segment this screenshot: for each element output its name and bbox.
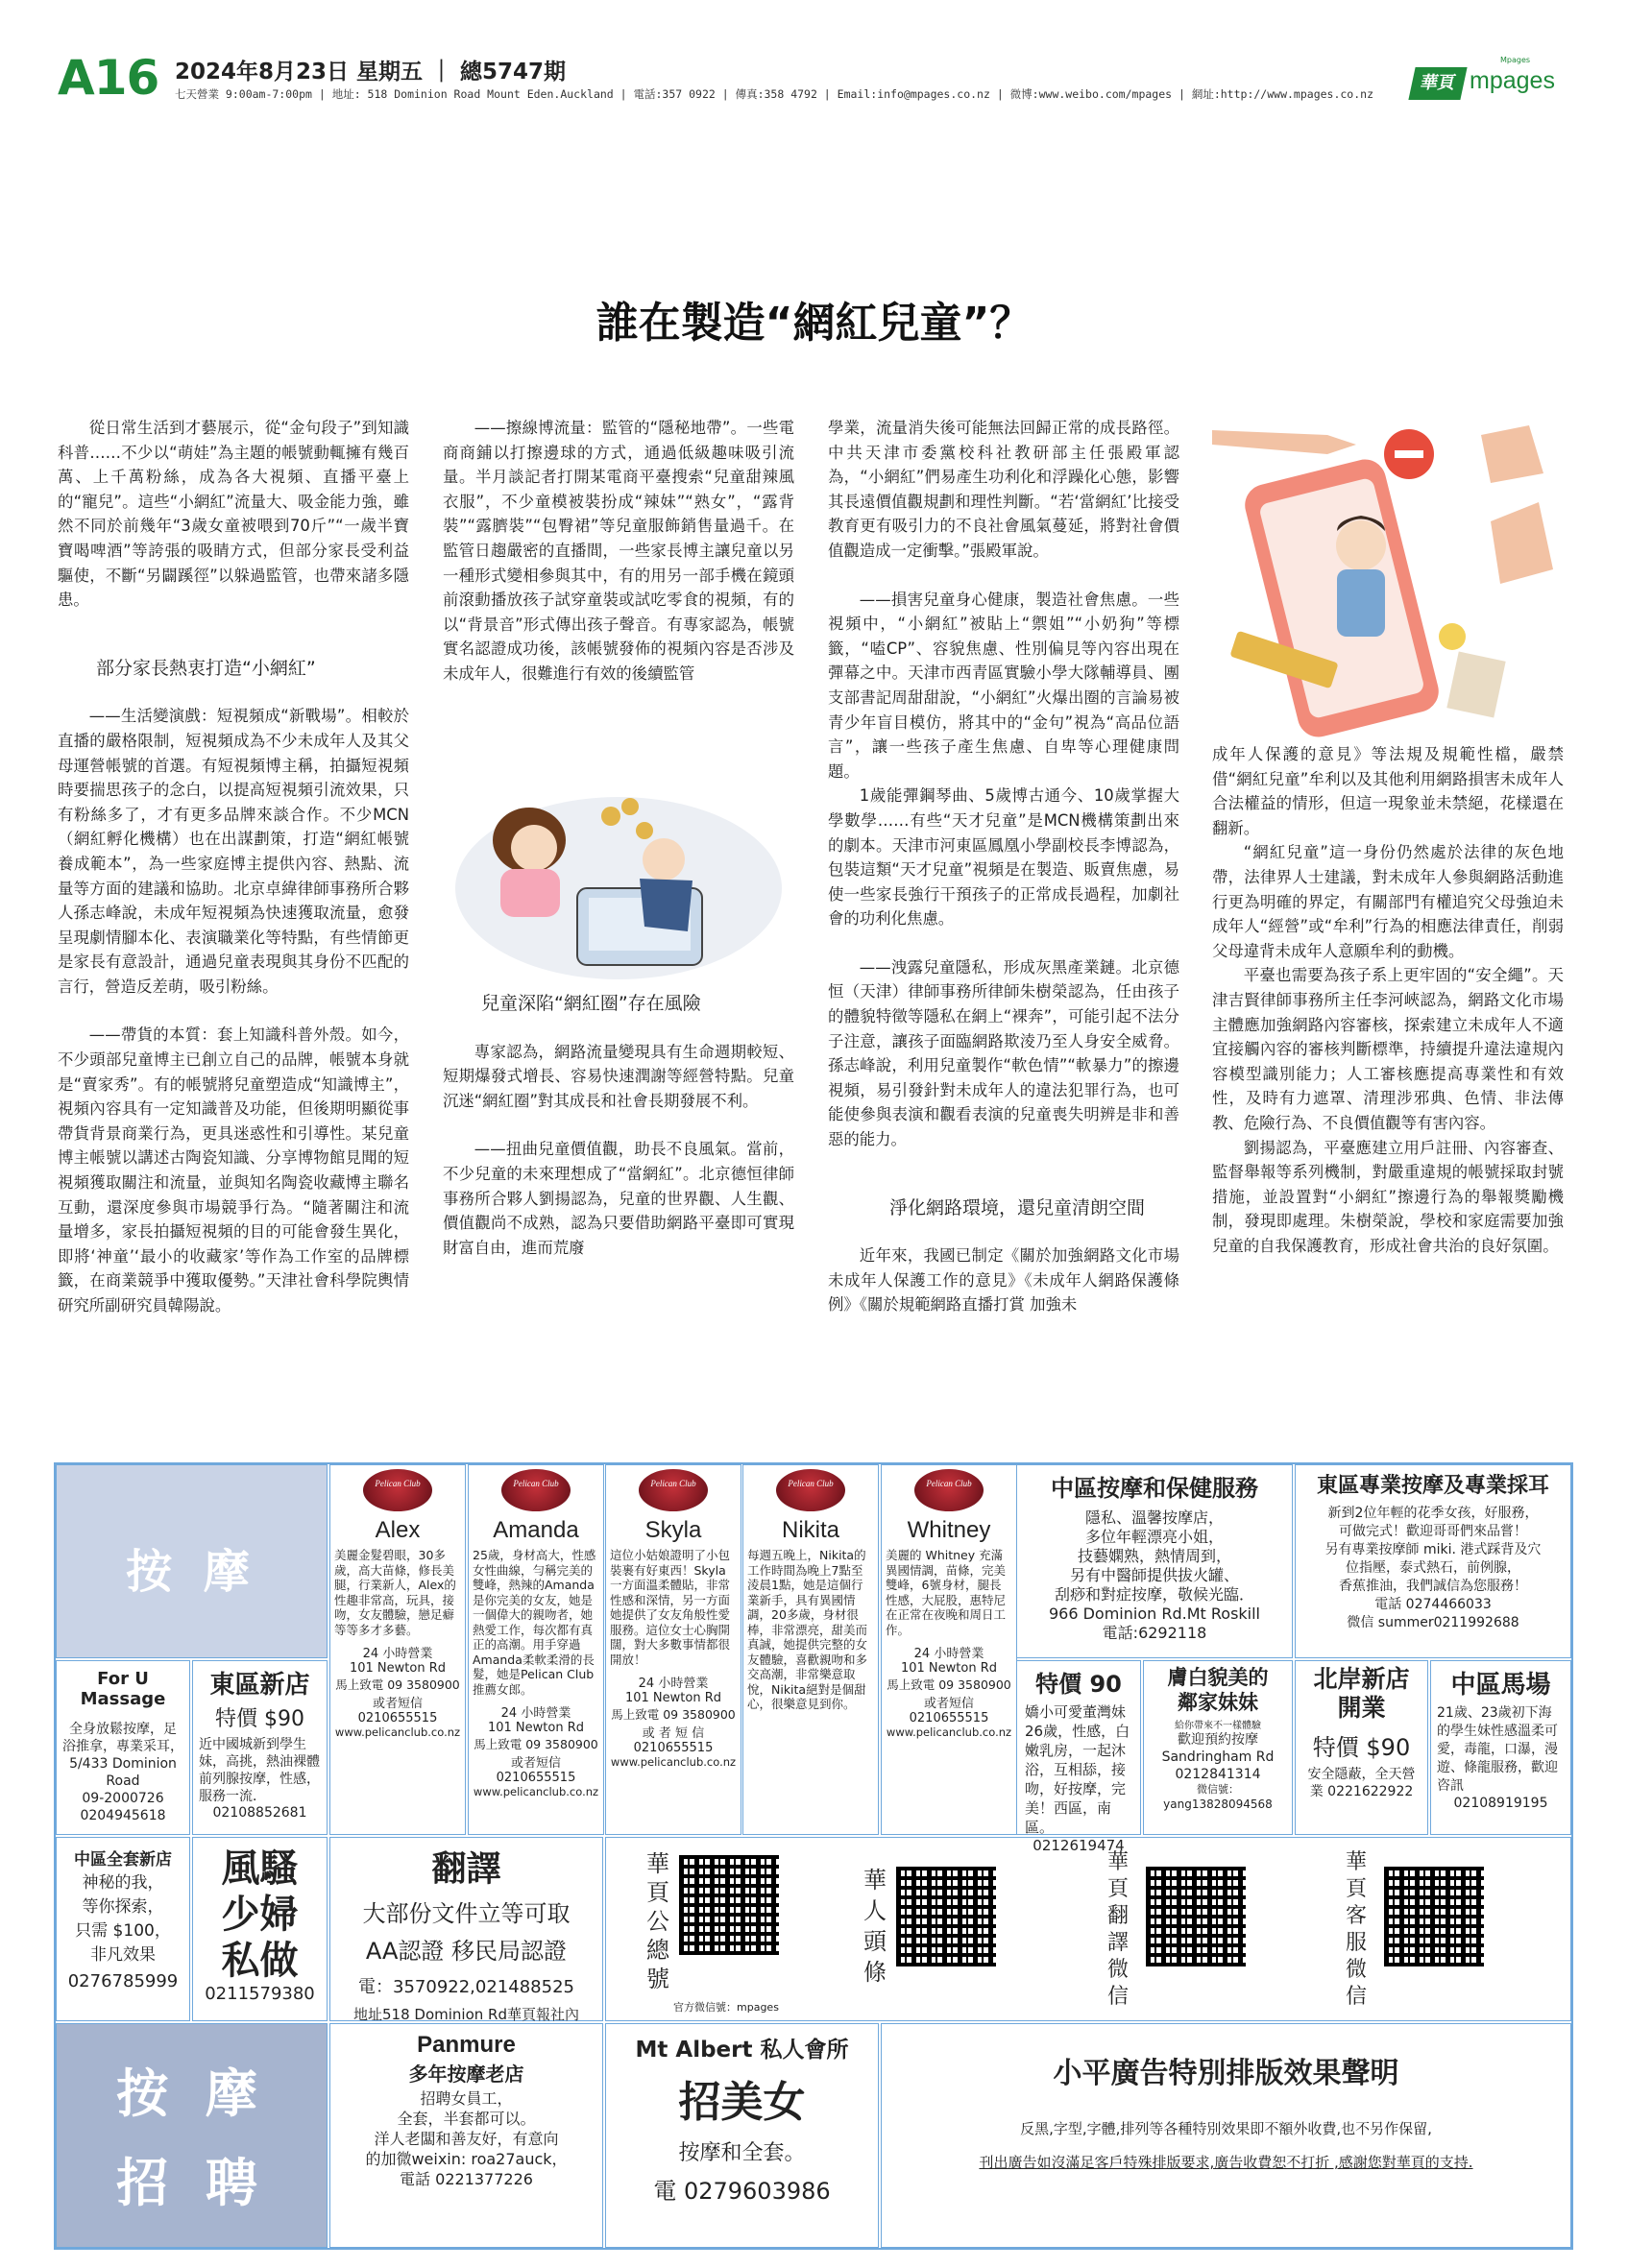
ad-price: 特價 $90: [1312, 1734, 1411, 1761]
paragraph: 成年人保護的意見》等法規及規範性檔，嚴禁借“網紅兒童”牟利以及其他利用網路損害未成年人合法權益的情形，但這一現象並未禁絕，花樣還在翻新。: [1212, 745, 1564, 837]
paragraph: 平臺也需要為孩子系上更牢固的“安全繩”。天津吉賢律師事務所主任李河峽認為，網路文化市場主體應加強網路內容審核，探索建立未成年人不適宜接觸內容的審核判斷標準，持續提升違法違規內容模型識別能力；人工審核應提高專業性和有效性，及時有力遮罩、清理涉邪典、色情、非法傳教、危險行為、不良價值觀等有害內容。: [1212, 966, 1564, 1132]
model-description: 這位小姑娘證明了小包裝裹有好東西！Skyla一方面溫柔體貼，非常性感和深情，另一方面她提供了女友角般性愛服務。這位女士心胸開闊，對大多數事情都很開放！: [610, 1548, 731, 1667]
ad-body: [1296, 1505, 1570, 1632]
pelican-card-4: [881, 1464, 1017, 1835]
contact-info-line: 七天營業 9:00am-7:00pm | 地址: 518 Dominion Road Mount Eden.Auckland | 電話:357 0922 | 傳真:358 4792 | Email:info@mpages.co.nz | 微博:www.weibo.com/mpages | 網址:http://www.mpages.co.nz: [175, 87, 1374, 101]
dongqu-new-store-ad: [192, 1660, 328, 1835]
website: www.pelicanclub.co.nz: [886, 1725, 1012, 1739]
website: www.pelicanclub.co.nz: [610, 1755, 737, 1769]
ad-line: 隱私、溫馨按摩店，: [1084, 1508, 1224, 1527]
logo-en-text: mpages: [1470, 67, 1555, 94]
model-name: Whitney: [907, 1517, 991, 1543]
ad-wechat-label: 微信號：: [1197, 1783, 1239, 1796]
ad-title: Mt Albert 私人會所: [635, 2038, 849, 2063]
ad-line: 可做完式！歡迎哥哥們來品嘗！: [1339, 1524, 1527, 1539]
website: www.pelicanclub.co.nz: [334, 1725, 461, 1739]
qr-label: 華頁翻譯微信: [1107, 1850, 1130, 2009]
qr-code[interactable]: [1384, 1867, 1484, 1966]
translation-service-ad: [329, 1837, 603, 2021]
mobile: 0210655515: [496, 1771, 576, 1785]
paragraph: ——洩露兒童隱私，形成灰黑產業鏈。北京德恒（天津）律師事務所律師朱樹榮認為，任由孩子的體貌特徵等隱私在網上“裸奔”，可能引起不法分子注意，讓孩子面臨網路欺淩乃至人身安全威脅。孫志峰說，利用兒童製作“軟色情”“軟暴力”的擦邊視頻，易引發針對未成年人的違法犯罪行為，也可能使參與表演和觀看表演的兒童喪失明辨是非和善惡的能力。: [828, 957, 1179, 1149]
ad-line: 多位年輕漂亮小姐，: [1084, 1528, 1224, 1546]
logo-small-text: Mpages: [1500, 56, 1531, 64]
recruit-section-label: [56, 2023, 328, 2248]
model-name: Alex: [375, 1517, 421, 1543]
paragraph: 學業，流量消失後可能無法回歸正常的成長路徑。中共天津市委黨校科社教研部主任張殿軍認為，“小網紅”們易產生功利化和浮躁化心態，影響其長遠價值觀規劃和理性判斷。“若‘當網紅’比接受教育更有吸引力的不良社會風氣蔓延，將對社會價值觀造成一定衝擊。”張殿軍說。: [828, 419, 1179, 560]
ad-phone: 02108852681: [212, 1805, 307, 1821]
ad-title-line: 北岸新店: [1313, 1665, 1410, 1693]
dongqu-spa-ad: [1295, 1464, 1571, 1658]
ad-title: 中區按摩和保健服務: [1051, 1475, 1258, 1502]
ad-line: 全套，半套都可以。: [397, 2110, 536, 2128]
ad-layout-notice: [881, 2023, 1571, 2248]
paragraph: ——扭曲兒童價值觀，助長不良風氣。當前，不少兒童的未來理想成了“當網紅”。北京德恒律師事務所合夥人劉揚認為，兒童的世界觀、人生觀、價值觀尚不成熟，認為只要借助網路平臺即可實現財富自由，進而荒廢: [443, 1140, 794, 1257]
paragraph: 專家認為，網路流量變現具有生命週期較短、短期爆發式增長、容易快速潤謝等經營特點。兒童沉迷“網紅圈”對其成長和社會長期發展不利。: [443, 1042, 794, 1110]
ad-body: [1017, 1508, 1292, 1643]
ad-title: Panmure: [417, 2032, 516, 2058]
model-name: Nikita: [781, 1517, 839, 1543]
section-heading: 部分家長熱衷打造“小網紅”: [96, 657, 316, 679]
page-header: [0, 0, 1628, 115]
article-title: 誰在製造“網紅兒童”？: [595, 299, 1033, 348]
ad-line: 給你帶來不一樣體驗: [1175, 1721, 1261, 1731]
article-column-4: [1212, 742, 1564, 1258]
paragraph: ——擦線博流量：監管的“隱秘地帶”。一些電商商鋪以打擦邊球的方式，通過低級趣味吸引流量。半月談記者打開某電商平臺搜索“兒童甜辣風衣服”，不少童模被裝扮成“辣妹”“熟女”，“露背裝”“露臍裝”“包臀裙”等兒童服飾銷售量過千。在監管日趨嚴密的直播間，一些家長博主讓兒童以另一種形式變相參與其中，有的用另一部手機在鏡頭前滾動播放孩子試穿童裝或試吃零食的視頻，有的以“背景音”形式傳出孩子聲音。有專家認為，帳號實名認證成功後，該帳號發佈的視頻內容是否涉及未成年人，很難進行有效的後續監管: [443, 419, 794, 683]
ad-line: 全身放鬆按摩，足: [69, 1722, 177, 1737]
pelican-club-logo: Pelican Club: [776, 1469, 845, 1511]
ad-title: 東區新店: [209, 1671, 310, 1700]
mpages-logo: [1412, 56, 1575, 106]
qr-caption: 官方微信號：mpages: [673, 2001, 779, 2014]
ad-title: 中區全套新店: [74, 1850, 172, 1870]
mobile: 0210655515: [357, 1711, 438, 1725]
ad-line: 浴推拿，專業采耳，: [62, 1739, 183, 1754]
phone: 馬上致電 09 3580900: [474, 1737, 598, 1751]
paragraph: ——生活變演戲：短視頻成“新戰場”。相較於直播的嚴格限制，短視頻成為不少未成年人及其父母運營帳號的首選。有短視頻博主稱，拍攝短視頻時要揣思孩子的念白，以提高短視頻引流效果，只有粉絲多了，才有更多品牌來談合作。不少MCN（網紅孵化機構）也在出謀劃策，打造“網紅帳號養成範本”，為一些家庭博主提供內容、熱點、流量等方面的建議和協助。北京卓緯律師事務所合夥人孫志峰說，未成年短視頻為快速獲取流量，愈發呈現劇情腳本化、表演職業化等特點，有些情節更是家長有意設計，通過兒童表現與其身份不匹配的言行，營造反差萌，吸引粉絲。: [58, 707, 409, 996]
hours: 24 小時營業: [913, 1647, 984, 1661]
ad-line: 按摩和全套。: [678, 2141, 806, 2165]
qr-label: 華頁公總號: [646, 1850, 669, 1992]
ad-wechat: 微信 summer0211992688: [1347, 1615, 1519, 1630]
address: 101 Newton Rd: [349, 1661, 446, 1676]
logo-cn-text: 華頁: [1408, 67, 1467, 100]
ad-price: 特價 $90: [215, 1707, 304, 1731]
massage-label-text: 按 摩: [126, 1545, 257, 1599]
ad-line: 只需 $100，: [75, 1921, 171, 1941]
ad-line: 另有專業按摩師 miki. 港式踩背及穴: [1324, 1542, 1542, 1557]
pelican-card-1: [468, 1464, 604, 1835]
article-column-2b: [443, 992, 794, 1260]
website: www.pelicanclub.co.nz: [473, 1785, 599, 1798]
mt-albert-recruit-ad: [605, 2023, 879, 2248]
hours: 24 小時營業: [362, 1647, 433, 1661]
ad-phone: 09-2000726: [82, 1791, 164, 1806]
address: 101 Newton Rd: [624, 1691, 721, 1705]
ad-line: 5/433 Dominion: [69, 1756, 177, 1772]
for-u-massage-ad: [56, 1660, 190, 1835]
address: 101 Newton Rd: [900, 1661, 997, 1676]
qr-label: 華人頭條: [863, 1867, 887, 1986]
ad-line: 新到2位年輕的花季女孩，好服務，: [1327, 1506, 1539, 1521]
ad-line: 刮痧和對症按摩，敬候光臨．: [1054, 1585, 1254, 1604]
ad-line: 的加微weixin: roa27auck，: [365, 2150, 568, 2168]
model-description: 美麗的 Whitney 充滿異國情調，苗條，完美雙峰，6號身材，腿長性感，大屁股，惠特尼在正常在夜晚和周日工作。: [886, 1548, 1007, 1637]
paragraph: 從日常生活到才藝展示，從“金句段子”到知識科普……不少以“萌娃”為主題的帳號動輒擁有幾百萬、上千萬粉絲，成為各大視頻、直播平臺上的“寵兒”。這些“小網紅”流量大、吸金能力強，雖然不同於前幾年“3歲女童被喂到70斤”“一歲半寶寶喝啤酒”等誇張的吸睛方式，但部分家長受利益驅使，不斷“另闢蹊徑”以躲過監管，也帶來諸多隱患。: [58, 419, 409, 610]
qr-label: 華頁客服微信: [1346, 1850, 1368, 2009]
ad-phone: 02108919195: [1453, 1796, 1548, 1811]
paragraph: ——損害兒童身心健康，製造社會焦慮。一些視頻中，“小網紅”被貼上“禦姐”“小奶狗”等標籤，“嗑CP”、容貌焦慮、性別偏見等內容出現在彈幕之中。天津市西青區實驗小學大隊輔導員、團支部書記周甜甜說，“小網紅”火爆出圈的言論易被青少年盲目模仿，將其中的“金句”視為“高品位語言”，讓一些孩子產生焦慮、自卑等心理健康問題。: [828, 590, 1179, 781]
ad-line: 另有中醫師提供拔火罐、: [1069, 1566, 1239, 1584]
recruit-label-line: 按 摩: [116, 2063, 267, 2124]
neighbor-girl-ad: [1143, 1660, 1293, 1835]
ad-phone: 0212841314: [1175, 1767, 1261, 1782]
cartoon-illustration-child-on-screen: [443, 773, 794, 975]
ad-phone: 0276785999: [67, 1971, 179, 1991]
zhongqu-full-set-ad: [56, 1837, 190, 2021]
ad-body: [57, 1721, 189, 1824]
ad-phone: 電話:6292118: [1102, 1624, 1207, 1642]
ad-body: [57, 1871, 189, 1967]
or-sms: 或者短信: [372, 1697, 423, 1711]
qr-code[interactable]: [679, 1855, 779, 1955]
ad-phone: 電話 0221377226: [400, 2170, 533, 2188]
mobile: 0210655515: [909, 1711, 989, 1725]
phone: 馬上致電 09 3580900: [611, 1707, 736, 1722]
ad-title-line: 膚白貌美的: [1167, 1666, 1269, 1689]
ad-title: [1296, 1665, 1427, 1723]
phone: 馬上致電 09 3580900: [887, 1677, 1011, 1692]
ad-body: 21歲、23歲初下海的學生妹性感溫柔可愛，毒龍，口瀑，漫遊、條龍服務，歡迎咨訊: [1437, 1705, 1558, 1794]
article-column-3: [828, 416, 1179, 1317]
notice-title: 小平廣告特別排版效果聲明: [1053, 2057, 1399, 2090]
section-heading: 淨化網路環境，還兒童清朗空間: [889, 1196, 1146, 1218]
ad-address: 地址518 Dominion Rd華頁報社內: [353, 2006, 579, 2023]
north-shore-new-store-ad: [1295, 1660, 1428, 1835]
ad-line: 966 Dominion Rd.Mt Roskill: [1048, 1604, 1260, 1623]
ad-title: For U Massage: [80, 1669, 166, 1709]
ad-subtitle: 多年按摩老店: [408, 2063, 524, 2086]
recruit-label-line: 招 聘: [116, 2153, 267, 2213]
ad-phone: 電 0279603986: [653, 2178, 831, 2205]
ad-body: 嬌小可愛董灣妹26歲，性感，白嫩乳房，一起沐浴，互相舔，接吻，好按摩，完美！西區，南區。: [1025, 1703, 1130, 1836]
pelican-club-logo: Pelican Club: [363, 1469, 432, 1511]
ad-line: 招聘女員工，: [420, 2089, 513, 2108]
paragraph: 近年來，我國已制定《關於加強網路文化市場未成年人保護工作的意見》《未成年人網路保護條例》《關於規範網路直播打賞 加強未: [828, 1246, 1179, 1315]
ad-line: 香蕉推油，我們誠信為您服務！: [1339, 1579, 1527, 1594]
qr-code[interactable]: [1146, 1867, 1246, 1966]
hours: 24 小時營業: [638, 1677, 709, 1691]
special-90-ad: [1016, 1660, 1141, 1854]
ad-title: [1144, 1665, 1292, 1715]
model-name: Amanda: [493, 1517, 579, 1543]
hours: 24 小時營業: [500, 1706, 571, 1721]
ad-phone: 電：3570922,021488525: [358, 1977, 574, 1997]
ad-phone: 0211579380: [205, 1984, 315, 2004]
ad-headline: 招美女: [678, 2078, 806, 2127]
pelican-card-2: [605, 1464, 741, 1835]
page-number: A16: [58, 50, 159, 106]
paragraph: ——帶貨的本質：套上知識科普外殼。如今，不少頭部兒童博主已創立自己的品牌，帳號本身就是“賣家秀”。有的帳號將兒童塑造成“知識博主”，視頻內容具有一定知識普及功能，但後期明顯從事帶貨背景商業行為，更具迷惑性和引導性。某兒童博主帳號以講述古陶瓷知識、分享博物館見聞的短視頻獲取關注和流量，並與知名陶瓷收藏博主聯名互動，還深度參與市場競爭行為。“隨著關注和流量增多，家長拍攝短視頻的目的可能會發生異化，即將‘神童’‘最小的收藏家’等作為工作室的品牌標籤，在商業競爭中獲取優勢。”天津社會科學院輿情研究所副研究員韓陽說。: [58, 1025, 409, 1315]
ad-phone: 0212619474: [1033, 1837, 1125, 1854]
ad-title: 特價 90: [1035, 1671, 1122, 1698]
paragraph: “網紅兒童”這一身份仍然處於法律的灰色地帶，法律界人士建議，對未成年人參與網路活動進行更為明確的界定，有關部門有權追究父母強迫未成年人“經營”或“牟利”行為的相應法律責任，削弱父母違背未成年人意願牟利的動機。: [1212, 843, 1564, 960]
address: 101 Newton Rd: [487, 1721, 584, 1735]
phone: 馬上致電 09 3580900: [335, 1677, 460, 1692]
ad-body: 近中國城新到學生妹，高挑，熱油裸體前列腺按摩，性感，服務一流．: [199, 1737, 320, 1804]
pelican-club-logo: Pelican Club: [639, 1469, 708, 1511]
ad-line: 技藝嫻熟，熱情周到，: [1077, 1547, 1231, 1565]
ad-line: 非凡效果: [90, 1945, 156, 1965]
ad-title-line: 鄰家妹妹: [1178, 1691, 1258, 1714]
pelican-club-logo: Pelican Club: [501, 1469, 571, 1511]
paragraph: 1歲能彈鋼琴曲、5歲博古通今、10歲掌握大學數學……有些“天才兒童”是MCN機構策劃出來的劇本。天津市河東區鳳凰小學副校長李博認為，包裝這類“天才兒童”視頻是在製造、販賣焦慮，易使一些家長強行干預孩子的正常成長過程，加劇社會的功利化焦慮。: [828, 786, 1179, 929]
ad-title: 中區馬場: [1450, 1671, 1551, 1700]
ad-line: 位指壓，泰式熱石，前例腺，: [1346, 1560, 1520, 1576]
ad-phone: 電話 0274466033: [1374, 1597, 1492, 1612]
model-description: 25歲，身材高大，性感女性曲線，勻稱完美的雙峰，熱辣的Amanda是你完美的女友，她是一個偉大的親吻者，她熱愛工作，每次都有真正的高潮。用手穿過Amanda柔軟柔滑的長髮，她是Pelican Club 推薦女郎。: [473, 1548, 596, 1697]
ad-title: 翻譯: [431, 1849, 501, 1889]
fengsao-ad: [192, 1837, 328, 2021]
paragraph: 劉揚認為，平臺應建立用戶註冊、內容審查、監督舉報等系列機制，對嚴重違規的帳號採取封號措施，並設置對“小網紅”擦邊行為的舉報獎勵機制，發現即處理。朱樹榮說，學校和家庭需要加強兒童的自我保護教育，形成社會共治的良好氛圍。: [1212, 1138, 1564, 1255]
qr-code[interactable]: [896, 1867, 996, 1966]
notice-line: 反黑,字型,字體,排列等各種特別效果即不額外收費,也不另作保留,: [1020, 2120, 1432, 2137]
notice-line: 刊出廣告如沒滿足客戶特殊排版要求,廣告收費恕不打折 ,感謝您對華頁的支持.: [979, 2154, 1473, 2171]
ad-address: Sandringham Rd: [1161, 1749, 1275, 1765]
model-description: 每週五晚上，Nikita的工作時間為晚上7點至淩晨1點，她是這個行業新手，具有異國情調，20多歲，身材很棒，非常漂亮，甜美而真誠，她提供完整的女友體驗，喜歡親吻和多交高潮，非常樂意取悅，Nikita絕對是個甜心，很樂意見到你。: [747, 1548, 868, 1711]
date-line: 2024年8月23日 星期五 ｜ 總5747期: [175, 60, 567, 84]
ad-phone: 0204945618: [80, 1808, 166, 1823]
ad-line: Road: [106, 1773, 140, 1789]
ad-title-line: 開業: [1337, 1694, 1386, 1722]
zhongqu-massage-ad: [1016, 1464, 1293, 1658]
model-name: Skyla: [644, 1517, 702, 1543]
pelican-club-logo: Pelican Club: [914, 1469, 984, 1511]
ad-body: 安全隱蔽，全天營業 0221622922: [1307, 1767, 1416, 1799]
ad-wechat-id: yang13828094568: [1163, 1798, 1273, 1811]
zhongqu-ma-ad: [1430, 1660, 1571, 1835]
cartoon-illustration-phone-child: [1212, 416, 1564, 733]
ad-line: AA認證 移民局認證: [365, 1938, 568, 1965]
ad-line: 大部份文件立等可取: [362, 1900, 571, 1927]
pelican-card-3: [742, 1464, 879, 1835]
ad-line: 洋人老闆和善友好，有意向: [374, 2130, 559, 2148]
article-column-1: [58, 416, 409, 1318]
ad-line: 歡迎預約按摩: [1178, 1732, 1258, 1748]
massage-section-label: [56, 1464, 328, 1658]
model-description: 美麗金髮碧眼，30多歲，高大苗條，修長美腿，行業新人，Alex的性趣非常高，玩具，接吻，女友體驗，戀足癖等等多才多藝。: [334, 1548, 456, 1637]
ad-line: 等你探索，: [82, 1897, 164, 1917]
pelican-card-0: [329, 1464, 466, 1835]
or-sms: 或 者 短 信: [642, 1726, 705, 1741]
ad-title: 東區專業按摩及專業採耳: [1316, 1474, 1549, 1498]
ad-body: [330, 2088, 602, 2189]
qr-code-panel: [605, 1837, 1571, 2021]
ad-line: 神秘的我，: [82, 1873, 164, 1893]
or-sms: 或者短信: [923, 1697, 974, 1711]
article-column-2a: [443, 416, 794, 687]
panmure-recruit-ad: [329, 2023, 603, 2248]
or-sms: 或者短信: [510, 1756, 561, 1771]
section-heading: 兒童深陷“網紅圈”存在風險: [481, 993, 701, 1014]
ad-title: 風騷少婦私做: [221, 1846, 299, 1983]
mobile: 0210655515: [633, 1741, 714, 1755]
